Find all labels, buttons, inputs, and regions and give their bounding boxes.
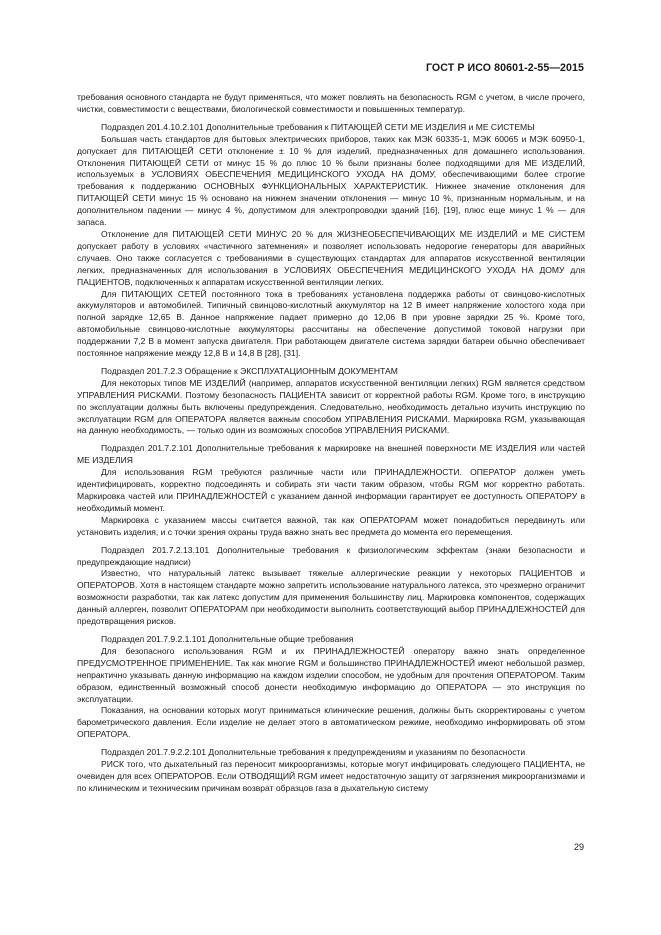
paragraph: Большая часть стандартов для бытовых электрических приборов, таких как МЭК 60335-1, МЭК 60065 и МЭК 60950-1, допускает для ПИТАЮЩЕЙ СЕТИ отклонение ± 10 % для изделий, предназначенных для домашнего использования. Отклонения ПИТАЮЩЕЙ СЕТИ от минус 15 % до плюс 10 % были признаны более подходящими для ME ИЗДЕЛИЙ, используемых в УСЛОВИЯХ ОБЕСПЕЧЕНИЯ МЕДИЦИНСКОГО УХОДА НА ДОМУ, обеспечивающими более строгие требования к поддержанию ОСНОВНЫХ ФУНКЦИОНАЛЬНЫХ ХАРАКТЕРИСТИК. Нижнее значение отклонения для ПИТАЮЩЕЙ СЕТИ минус 15 % основано на нижнем значении отклонения — минус 10 %, признанным нормальным, и на дополнительном падении — минус 4 %, допустимом для электропроводки зданий [16], [19], плюс еще минус 1 % — для запаса. bbox=[77, 133, 585, 228]
subsection-heading: Подраздел 201.4.10.2.101 Дополнительные требования к ПИТАЮЩЕЙ СЕТИ ME ИЗДЕЛИЯ и ME СИСТЕМЫ bbox=[101, 121, 535, 132]
paragraph: Маркировка с указанием массы считается важной, так как ОПЕРАТОРАМ может понадобиться передвинуть или установить изделия, и с точки зрения охраны труда важно знать вес предмета до момента его перемещения. bbox=[77, 514, 585, 537]
subsection-heading: Подраздел 201.7.9.2.2.101 Дополнительные требования к предупреждениям и указаниям по безопасности bbox=[101, 747, 526, 758]
subsection-heading: Подраздел 201.7.9.2.1.101 Дополнительные общие требования bbox=[101, 633, 354, 644]
paragraph: Для некоторых типов ME ИЗДЕЛИЙ (например, аппаратов искусственной вентиляции легких) RGM является средством УПРАВЛЕНИЯ РИСКАМИ. Поэтому безопасность ПАЦИЕНТА зависит от корректной работы RGM. Кроме того, в инструкцию по эксплуатации должны быть включены предупреждения. Следовательно, необходимость детально изучить инструкцию по эксплуатации RGM для ОПЕРАТОРА является важным способом УПРАВЛЕНИЯ РИСКАМИ. Маркировка RGM, указывающая на данную необходимость, — только один из возможных способов УПРАВЛЕНИЯ РИСКАМИ. bbox=[77, 377, 585, 436]
paragraph: Для использования RGM требуются различные части или ПРИНАДЛЕЖНОСТИ. ОПЕРАТОР должен уметь идентифицировать, корректно подсоединять и собирать эти части таким образом, чтобы RGM мог корректно работать. Маркировка частей или ПРИНАДЛЕЖНОСТЕЙ с указанием данной информации гарантирует ее доступность ОПЕРАТОРУ в необходимый момент. bbox=[77, 467, 585, 513]
subsection-heading: Подраздел 201.7.2.13.101 Дополнительные требования к физиологическим эффектам (знаки безопасности и предупреждающие надписи) bbox=[77, 544, 585, 567]
paragraph: требования основного стандарта не будут применяться, что может повлиять на безопасность RGM с учетом, в числе прочего, чистки, совместимости с веществами, биологической совместимости и повышенных температур. bbox=[77, 92, 585, 114]
document-body bbox=[77, 92, 585, 795]
paragraph: РИСК того, что дыхательный газ переносит микроорганизмы, которые могут инфицировать следующего ПАЦИЕНТА, не очевиден для всех ОПЕРАТОРОВ. Если ОТВОДЯЩИЙ RGM имеет недостаточную защиту от загрязнения микроорганизмами и по клиническим и техническим причинам возврат образцов газа в дыхательную систему bbox=[77, 759, 585, 793]
paragraph: Показания, на основании которых могут приниматься клинические решения, должны быть скорректированы с учетом барометрического давления. Если изделие не делает этого в автоматическом режиме, необходимо информировать об этом ОПЕРАТОРА. bbox=[77, 705, 585, 740]
paragraph: Для безопасного использования RGM и их ПРИНАДЛЕЖНОСТЕЙ оператору важно знать определенное ПРЕДУСМОТРЕННОЕ ПРИМЕНЕНИЕ. Так как многие RGM и большинство ПРИНАДЛЕЖНОСТЕЙ имеют небольшой размер, непрактично указывать данную информацию на каждом изделии способом, не удобным для прочтения ОПЕРАТОРОМ. Таким образом, единственный возможный способ донести необходимую информацию до ОПЕРАТОРА — это инструкция по эксплуатации. bbox=[77, 645, 585, 704]
paragraph: Для ПИТАЮЩИХ СЕТЕЙ постоянного тока в требованиях установлена поддержка работы от свинцово-кислотных аккумуляторов и автомобилей. Типичный свинцово-кислотный аккумулятор на 12 В имеет напряжение холостого хода при полной зарядке 12,65 В. Данное напряжение падает примерно до 12,06 В при уровне зарядки 25 %. Кроме того, автомобильные свинцово-кислотные аккумуляторы рассчитаны на обеспечение допустимой токовой нагрузки при поддержании 7,2 В в момент запуска двигателя. При работающем двигателе система зарядки батареи обычно обеспечивает постоянное напряжение между 12,8 В и 14,8 В [28], [31]. bbox=[77, 288, 585, 359]
subsection-heading: Подраздел 201.7.2.101 Дополнительные требования к маркировке на внешней поверхности ME ИЗДЕЛИЯ или частей ME ИЗДЕЛИЯ bbox=[77, 443, 585, 466]
paragraph: Отклонение для ПИТАЮЩЕЙ СЕТИ МИНУС 20 % для ЖИЗНЕОБЕСПЕЧИВАЮЩИХ ME ИЗДЕЛИЙ и ME СИСТЕМ допускает работу в условиях «частичного затемнения» и позволяет использовать недорогие генераторы для аварийных случаев. Оно также согласуется с требованиями в существующих стандартах для аппаратов искусственной вентиляции легких, предназначенных для использования в УСЛОВИЯХ ОБЕСПЕЧЕНИЯ МЕДИЦИНСКОГО УХОДА НА ДОМУ для ПАЦИЕНТОВ, подключенных к аппаратам искусственной вентиляции легких. bbox=[77, 228, 585, 287]
subsection-heading: Подраздел 201.7.2.3 Обращение к ЭКСПЛУАТАЦИОННЫМ ДОКУМЕНТАМ bbox=[101, 365, 398, 376]
paragraph: Известно, что натуральный латекс вызывает тяжелые аллергические реакции у некоторых ПАЦИЕНТОВ и ОПЕРАТОРОВ. Хотя в настоящем стандарте можно запретить использование натурального латекса, это чрезмерно ограничит возможности разработки, так как латекс допустим для применения большинству лиц. Маркировка компонентов, содержащих данный аллерген, позволит ОПЕРАТОРАМ при необходимости выполнить соответствующий выбор ПРИНАДЛЕЖНОСТЕЙ для предотвращения рисков. bbox=[77, 568, 585, 627]
page-number: 29 bbox=[573, 842, 584, 852]
standard-number-header: ГОСТ Р ИСО 80601-2-55—2015 bbox=[425, 62, 584, 74]
